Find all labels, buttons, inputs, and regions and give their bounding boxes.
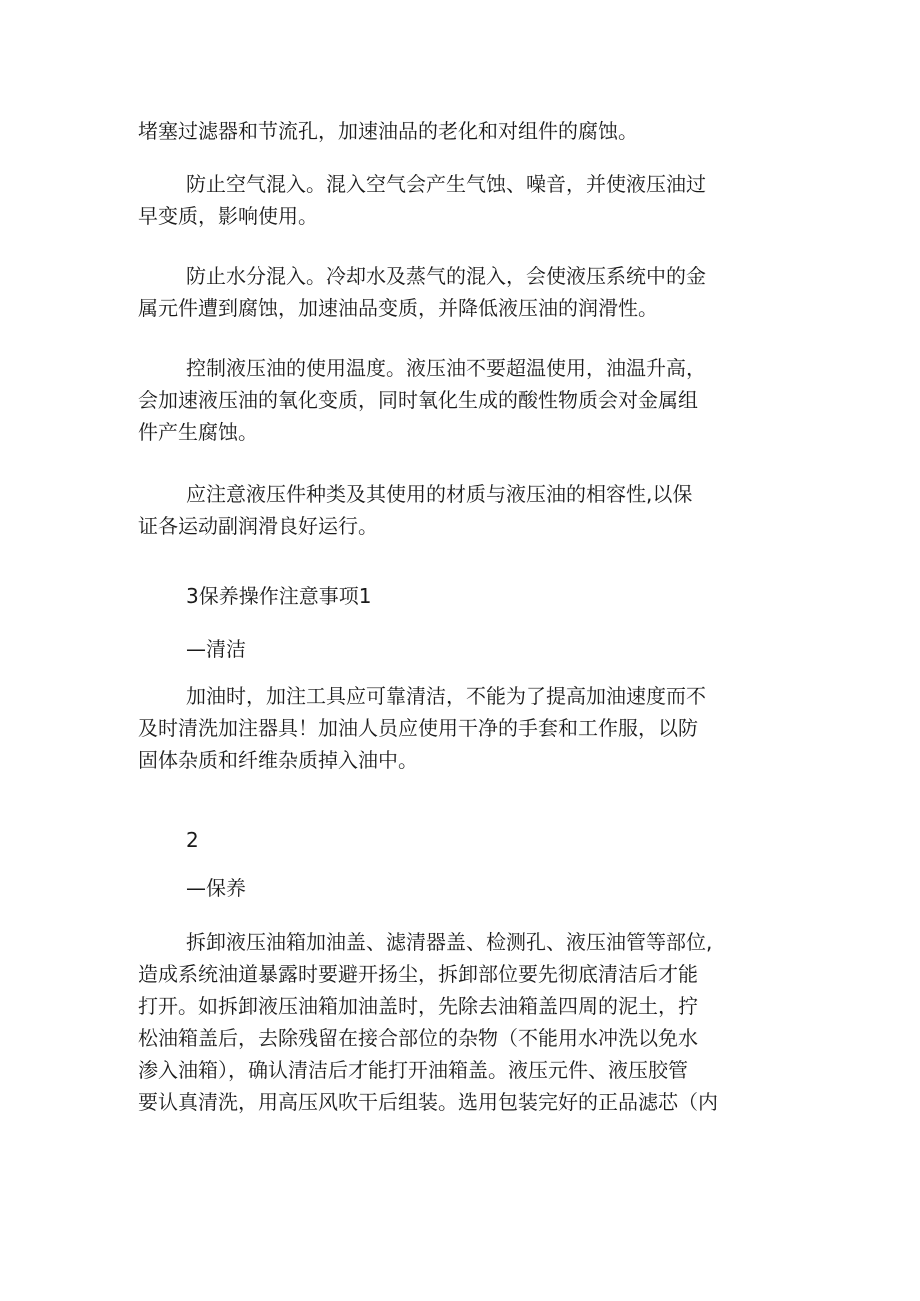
text-line: 证各运动副润滑良好运行。 [138, 514, 378, 538]
paragraph-filter-clog [138, 115, 798, 147]
text-line: 造成系统油道暴露时要避开扬尘，拆卸部位要先彻底清洁后才能 [138, 962, 698, 986]
text-line: 渗入油箱），确认清洁后才能打开油箱盖。液压元件、液压胶管 [138, 1058, 688, 1082]
section-number [138, 824, 798, 856]
text-line: 及时清洗加注器具！加油人员应使用干净的手套和工作服，以防 [138, 716, 698, 740]
text-line: 3保养操作注意事项1 [186, 584, 372, 608]
text-line: 防止水分混入。冷却水及蒸气的混入，会使液压系统中的金 [186, 264, 706, 288]
text-line: 件产生腐蚀。 [138, 420, 258, 444]
text-line: 控制液压油的使用温度。液压油不要超温使用，油温升高， [186, 356, 706, 380]
paragraph-compatibility [138, 478, 798, 542]
text-line: 会加速液压油的氧化变质，同时氧化生成的酸性物质会对金属组 [138, 388, 698, 412]
text-line: 打开。如拆卸液压油箱加油盖时，先除去油箱盖四周的泥土，拧 [138, 994, 698, 1018]
text-line: 松油箱盖后，去除残留在接合部位的杂物（不能用水冲洗以免水 [138, 1026, 698, 1050]
text-line: 要认真清洗，用高压风吹干后组装。选用包装完好的正品滤芯（内 [138, 1090, 718, 1114]
paragraph-disassembly [138, 926, 798, 1118]
subheading-clean [138, 633, 798, 665]
paragraph-prevent-water [138, 260, 798, 324]
text-line: 拆卸液压油箱加油盖、滤清器盖、检测孔、液压油管等部位, [186, 930, 713, 954]
subheading-maintain [138, 872, 798, 904]
text-line: 防止空气混入。混入空气会产生气蚀、噪音，并使液压油过 [186, 172, 706, 196]
paragraph-prevent-air [138, 168, 798, 232]
section-heading [138, 580, 798, 612]
text-line: 加油时，加注工具应可靠清洁，不能为了提高加油速度而不 [186, 684, 706, 708]
text-line: —保养 [186, 876, 246, 900]
text-line: 2 [186, 828, 199, 852]
text-line: —清洁 [186, 637, 246, 661]
text-line: 应注意液压件种类及其使用的材质与液压油的相容性,以保 [186, 482, 693, 506]
paragraph-refuel [138, 680, 798, 776]
text-line: 属元件遭到腐蚀，加速油品变质，并降低液压油的润滑性。 [138, 296, 658, 320]
text-line: 固体杂质和纤维杂质掉入油中。 [138, 748, 418, 772]
text-line: 早变质，影响使用。 [138, 204, 318, 228]
paragraph-temperature [138, 352, 798, 448]
text-line: 堵塞过滤器和节流孔，加速油品的老化和对组件的腐蚀。 [138, 119, 638, 143]
